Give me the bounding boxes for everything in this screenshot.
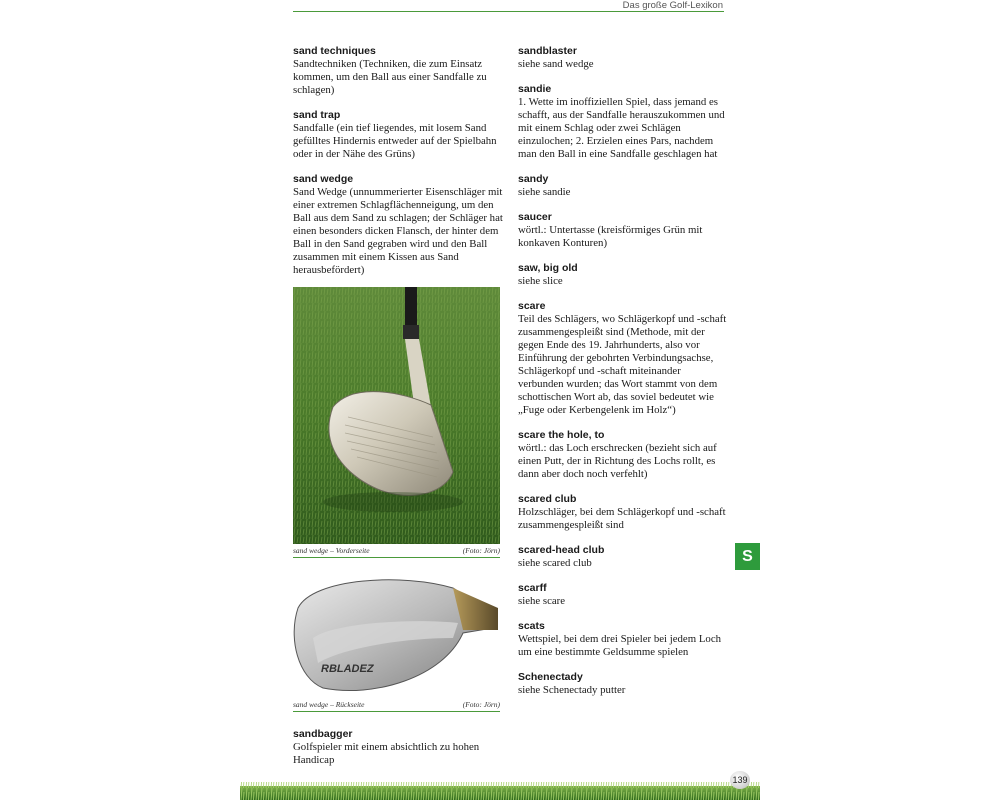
entry-definition: siehe scared club [518,557,592,569]
running-header: Das große Golf-Lexikon [622,0,723,11]
caption-rule [293,711,500,712]
entry-definition: siehe sandie [518,186,571,198]
entry-definition: wörtl.: Untertasse (kreisförmiges Grün mit konkaven Konturen) [518,224,703,249]
photo-caption-back [293,700,500,709]
entry-term: saw, big old [518,262,578,274]
entry-definition: Golfspieler mit einem absichtlich zu hohen Handicap [293,741,480,766]
entry-term: scats [518,620,545,632]
entry-term: scarff [518,582,547,594]
entry-scared-head-club [518,544,728,570]
sand-wedge-back-photo [293,568,500,698]
entry-definition: Sandtechniken (Techniken, die zum Einsatz kommen, um den Ball aus einer Sandfalle zu schlagen) [293,58,487,96]
entry-term: sand techniques [293,45,376,57]
entry-sand-trap [293,109,503,161]
entry-definition: siehe Schenectady putter [518,684,626,696]
entry-definition: wörtl.: das Loch erschrecken (bezieht sich auf einen Putt, der in Richtung des Lochs rollt, es dann aber doch noch verfehlt) [518,442,717,480]
entry-scats [518,620,728,659]
entry-definition: siehe sand wedge [518,58,594,70]
entry-scare [518,300,728,417]
entry-saw-big-old [518,262,728,288]
right-column [518,45,728,709]
caption-credit: (Foto: Jörn) [462,546,500,555]
entry-sand-wedge [293,173,503,277]
sand-wedge-front-photo [293,287,500,544]
entry-scare-the-hole [518,429,728,481]
entry-definition: 1. Wette im inoffiziellen Spiel, dass jemand es schafft, aus der Sandfalle herauszukommen und mit einem Schlag oder zwei Schlägen einzulochen; 2. Erzielen eines Pars, nachdem man den Ball in eine Sandfalle geschlagen hat [518,96,725,160]
caption-rule [293,557,500,558]
entry-term: Schenectady [518,671,583,683]
entry-term: sandblaster [518,45,577,57]
header-rule [293,11,724,12]
entry-sand-techniques [293,45,503,97]
entry-saucer [518,211,728,250]
left-column [293,45,503,289]
left-bottom-column [293,728,503,779]
entry-term: saucer [518,211,552,223]
entry-term: scare [518,300,546,312]
caption-text: sand wedge – Rückseite [293,700,365,709]
entry-term: sandy [518,173,549,185]
entry-definition: siehe scare [518,595,566,607]
entry-term: sandbagger [293,728,353,740]
caption-credit: (Foto: Jörn) [462,700,500,709]
entry-sandblaster [518,45,728,71]
entry-term: scared-head club [518,544,605,556]
caption-text: sand wedge – Vorderseite [293,546,370,555]
entry-term: scare the hole, to [518,429,605,441]
entry-scarff [518,582,728,608]
entry-scared-club [518,493,728,532]
entry-term: sand wedge [293,173,354,185]
entry-definition: Teil des Schlägers, wo Schlägerkopf und -schaft zusammengespleißt sind (Methode, mit der gegen Ende des 19. Jahrhunderts, also vor Einführung der gebohrten Verbindungsachse, Schlägerkopf und -schaft miteinander verbunden wurden; das Wort stammt von dem schottischen Wort ab, das soviel bedeutet wie „Fuge oder Kerbengelenk im Holz“) [518,313,727,416]
entry-definition: Sandfalle (ein tief liegendes, mit losem Sand gefülltes Hindernis entweder auf der Spielbahn oder in der Nähe des Grüns) [293,122,497,160]
entry-term: scared club [518,493,577,505]
entry-definition: Sand Wedge (unnummerierter Eisenschläger mit einer extremen Schlagflächenneigung, um den Ball aus dem Sand zu schlagen; der Schläger hat einen besonders dicken Flansch, der hinter dem Ball in den Sand gegraben wird und den Ball zusammen mit einem Kissen aus Sand herausbefördert) [293,186,503,276]
section-letter-tab: S [735,543,760,570]
entry-sandbagger [293,728,503,767]
entry-schenectady [518,671,728,697]
entry-term: sandie [518,83,552,95]
grass-footer-image [240,776,760,800]
entry-sandie [518,83,728,161]
photo-caption-front [293,546,500,555]
club-brand-logo: RBLADEZ [321,663,374,675]
entry-definition: Holzschläger, bei dem Schlägerkopf und -schaft zusammengespleißt sind [518,506,726,531]
entry-definition: siehe slice [518,275,563,287]
entry-term: sand trap [293,109,341,121]
entry-definition: Wettspiel, bei dem drei Spieler bei jedem Loch um eine bestimmte Geldsumme spielen [518,633,722,658]
entry-sandy [518,173,728,199]
page-number-ball: 139 [730,771,750,789]
